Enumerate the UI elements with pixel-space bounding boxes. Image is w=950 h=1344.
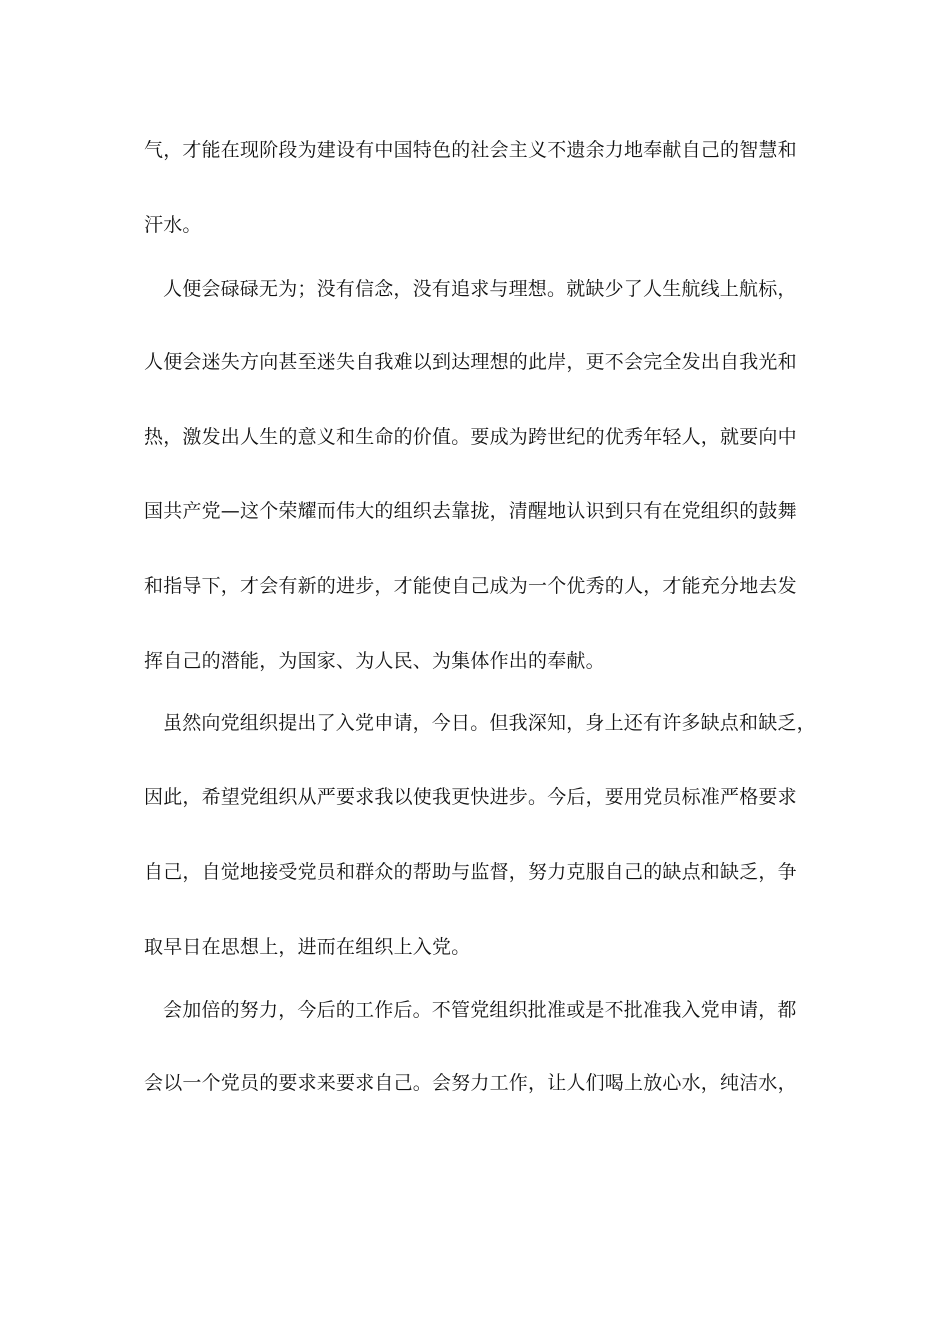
text-line: 挥自己的潜能，为国家、为人民、为集体作出的奉献。 bbox=[144, 650, 605, 672]
text-line: 人便会迷失方向甚至迷失自我难以到达理想的此岸，更不会完全发出自我光和 bbox=[144, 351, 797, 373]
paragraph-start-line: 人便会碌碌无为；没有信念，没有追求与理想。就缺少了人生航线上航标， bbox=[163, 278, 797, 300]
text-line: 自己，自觉地接受党员和群众的帮助与监督，努力克服自己的缺点和缺乏，争 bbox=[144, 861, 797, 883]
text-line: 热，激发出人生的意义和生命的价值。要成为跨世纪的优秀年轻人，就要向中 bbox=[144, 426, 797, 448]
text-line: 国共产党—这个荣耀而伟大的组织去靠拢，清醒地认识到只有在党组织的鼓舞 bbox=[144, 500, 797, 522]
text-line: 会以一个党员的要求来要求自己。会努力工作，让人们喝上放心水，纯洁水， bbox=[144, 1072, 797, 1094]
text-line: 取早日在思想上，进而在组织上入党。 bbox=[144, 936, 471, 958]
paragraph-start-line: 会加倍的努力，今后的工作后。不管党组织批准或是不批准我入党申请，都 bbox=[163, 999, 797, 1021]
text-line: 和指导下，才会有新的进步，才能使自己成为一个优秀的人，才能充分地去发 bbox=[144, 575, 797, 597]
paragraph-start-line: 虽然向党组织提出了入党申请，今日。但我深知，身上还有许多缺点和缺乏， bbox=[163, 712, 816, 734]
text-line: 汗水。 bbox=[144, 214, 202, 236]
text-line: 气，才能在现阶段为建设有中国特色的社会主义不遗余力地奉献自己的智慧和 bbox=[144, 139, 797, 161]
text-line: 因此，希望党组织从严要求我以使我更快进步。今后，要用党员标准严格要求 bbox=[144, 786, 797, 808]
